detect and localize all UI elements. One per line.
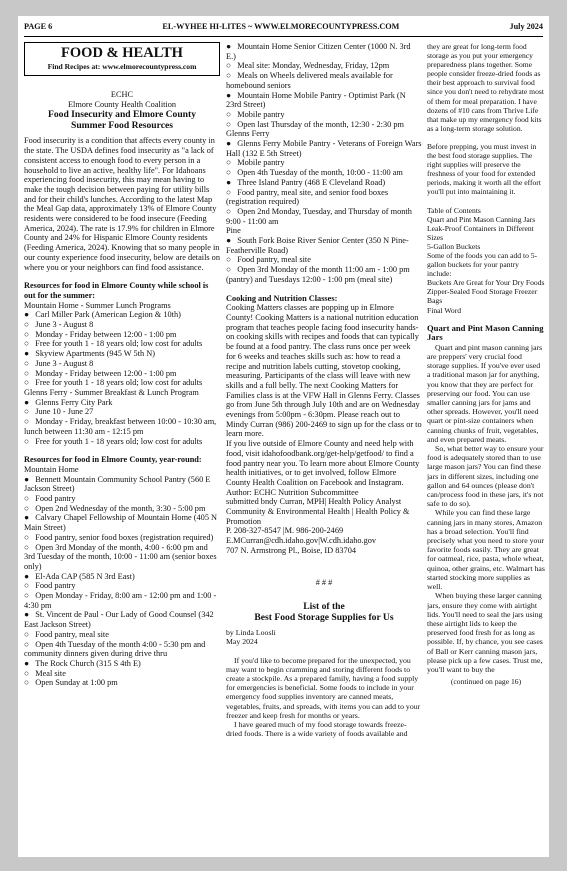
section-title-box <box>24 42 220 76</box>
list-line: Buckets Are Great for Your Dry Foods <box>427 278 545 288</box>
article-paragraph-2: I have geared much of my food storage towards freeze-dried foods. There is a wide variety of foods available and <box>226 720 408 739</box>
year-round-resources-heading: Resources for food in Elmore County, year-round: <box>24 455 202 465</box>
list-line: Glenns Ferry - Summer Breakfast & Lunch Program <box>24 387 199 397</box>
column-3 <box>427 42 545 850</box>
section-separator: # # # <box>315 577 333 587</box>
list-line: ○ Food pantry, meal site, and senior food boxes (registration required) <box>226 187 389 207</box>
list-line: ● Mountain Home Mobile Pantry - Optimist Park (N 23rd Street) <box>226 90 406 110</box>
list-line: Quart and Pint Mason Canning Jars <box>427 214 536 224</box>
issue-date: July 2024 <box>509 22 543 31</box>
list-line: ○ Open 3rd Monday of the month, 4:00 - 6:00 pm and 3rd Tuesday of the month, 10:00 - 11:00 am (senior boxes only) <box>24 542 217 571</box>
list-line: ○ Open 2nd Wednesday of the month, 3:30 - 5:00 pm <box>24 503 206 513</box>
article-paragraph-4: Before prepping, you must invest in the best food storage supplies. The right supplies will preserve the freshness of your food for extended periods, making it worth all the effort you'll put into maintaining it. <box>427 141 541 197</box>
list-line: ● Glenns Ferry City Park <box>24 397 113 407</box>
column-2 <box>226 42 422 850</box>
list-line: ○ Food pantry, senior food boxes (registration required) <box>24 532 214 542</box>
article-paragraph-7: While you can find these large canning jars in many stores, Amazon has a broad selection. You'll find precisely what you need to store your favorite foods easily. They are great for oatmeal, rice, pasta, whole wheat, quinoa, other grains, etc. Walmart has started stocking more supplies as well. <box>427 508 545 592</box>
year-round-resources-list <box>24 465 220 688</box>
list-line: ○ Monday - Friday between 12:00 - 1:00 pm <box>24 329 177 339</box>
list-line: Mountain Home - Summer Lunch Programs <box>24 300 171 310</box>
list-line: ○ Open Monday - Friday, 8:00 am - 12:00 pm and 1:00 - 4:30 pm <box>24 591 217 610</box>
list-line: ● St. Vincent de Paul - Our Lady of Good Counsel (342 East Jackson Street) <box>24 610 214 630</box>
column-1 <box>24 42 220 850</box>
table-of-contents <box>427 206 545 315</box>
cooking-paragraph: Cooking Matters classes are popping up in Elmore County! Cooking Matters is a national nutrition education program that teaches people facing food insecurity hands-on cooking skills with recipes and foods that can typically be found at a food pantry. The class runs once per week for 6 weeks and teaches skills such as: how to read a recipe and nutrition labels cutting, stovetop cooking, measuring. Participants of the class will leave with new skills and a full belly. The next Cooking Matters for Families class is at the VFW Hall in Glenns Ferry. Classes go from June 5th through July 10th and are on Wednesday evenings from 5:00pm - 6:30pm. Please reach out to Mindy Curran (986) 200-2469 to sign up for the class or to learn more. <box>226 303 422 439</box>
list-line: Pine <box>226 226 241 236</box>
list-line: 5-Gallon Buckets <box>427 241 481 251</box>
list-line: ● Calvary Chapel Fellowship of Mountain Home (405 N Main Street) <box>24 513 218 533</box>
list-line: ○ June 3 - August 8 <box>24 320 94 330</box>
article-paragraph-3: they are great for long-term food storage as you put your emergency preparedness plans together. Some people consider freeze-dried foods as their best approach to survival food since you don't need to rehydrate most of them for meal preparation. I have dozens of #10 cans from Thrive Life that make up my emergency food kits as a long-term storage solution. <box>427 42 544 133</box>
help-paragraph: If you live outside of Elmore County and need help with food, visit idahofoodbank.org/get-help/getfood/ to find a food pantry near you. To learn more about Elmore County health initiatives, or to get involved, follow Elmore County Health Coalition on Facebook and Instagram. <box>226 439 420 487</box>
list-line: ○ Open 3rd Monday of the month 11:00 am - 1:00 pm (pantry) and Tuesdays 12:00 - 1:00 pm (meal site) <box>226 265 410 284</box>
article-paragraph-6: So, what better way to ensure your food is adequately stored than to use large mason jars? You can find these jars in different sizes, including one gallon and 64 ounces (please don't can/process food in these jars, it's not safe to do so). <box>427 444 544 509</box>
list-line: Some of the foods you can add to 5-gallon buckets for your pantry include: <box>427 250 538 279</box>
summer-resources-list <box>24 301 220 447</box>
intro-paragraph: Food insecurity is a condition that affects every county in the state. The USDA defines food insecurity as "a lack of consistent access to enough food to every person in a household to live an active, healthy life". For Idahoans experiencing food insecurity, this may mean having to make the tough decision between paying for utility bills and for their child's lunches. According to the latest Map the Meal Gap data, approximately 13% of Elmore County residents were considered to be food insecure (Feeding America, 2024). The rate is 17.9% for children in Elmore County and 24% for Hispanic Elmore County residents (Feeding America, 2024). Knowing that so many people in our county experience food insecurity, below are details on where you or your neighbors can find food assistance. <box>24 136 220 272</box>
list-line: Author: ECHC Nutrition Subcommittee <box>226 487 359 497</box>
list-line: ○ Food pantry, meal site <box>24 629 109 639</box>
list-line: ○ Meals on Wheels delivered meals available for homebound seniors <box>226 71 393 90</box>
author-info <box>226 488 422 556</box>
article-title: Food Insecurity and Elmore County <box>47 109 196 121</box>
list-line: ● Skyview Apartments (945 W 5th N) <box>24 349 155 359</box>
summer-resources-heading: Resources for food in Elmore County while school is out for the summer: <box>24 281 209 300</box>
list-line: Mountain Home <box>24 464 79 474</box>
list-line: ○ Open last Thursday of the month, 12:30 - 2:30 pm <box>226 119 404 129</box>
list-line: E.MCurran@cdh.idaho.gov|W.cdh.idaho.gov <box>226 536 377 546</box>
list-article-title-line2: Best Food Storage Supplies for Us <box>254 612 394 624</box>
list-line: 707 N. Armstrong Pl., Boise, ID 83704 <box>226 545 356 555</box>
list-line: ○ Open 4th Tuesday of the month, 10:00 - 11:00 am <box>226 168 403 178</box>
list-line: Glenns Ferry <box>226 129 270 139</box>
list-line: Leak-Proof Containers in Different Sizes <box>427 223 534 242</box>
list-line: Final Word <box>427 305 462 315</box>
list-line: ○ Open 2nd Monday, Tuesday, and Thursday of month 9:00 - 11:00 am <box>226 206 412 226</box>
continued-note: (continued on page 16) <box>450 677 522 687</box>
list-line: P. 208-327-8547 |M. 986-200-2469 <box>226 526 344 536</box>
cooking-heading: Cooking and Nutrition Classes: <box>226 293 338 303</box>
list-line: ○ Free for youth 1 - 18 years old; low cost for adults <box>24 436 203 446</box>
list-line: ○ Mobile pantry <box>226 158 285 168</box>
list-line: ● Three Island Pantry (468 E Cleveland Road) <box>226 177 386 187</box>
list-line: ● Carl Miller Park (American Legion & 10th) <box>24 310 181 320</box>
list-line: ○ Food pantry, meal site <box>226 255 311 265</box>
list-line: ○ Monday - Friday between 12:00 - 1:00 pm <box>24 368 177 378</box>
org-name: Elmore County Health Coalition <box>67 99 177 109</box>
list-line: ○ Free for youth 1 - 18 years old; low cost for adults <box>24 378 203 388</box>
list-line: Table of Contents <box>427 205 481 215</box>
list-line: ● The Rock Church (315 S 4th E) <box>24 658 141 668</box>
list-line: ○ Food pantry <box>24 494 76 504</box>
header-rule <box>24 36 543 37</box>
article-title-line2: Summer Food Resources <box>71 120 173 132</box>
list-article-title: List of the <box>303 601 345 613</box>
mason-jars-heading: Quart and Pint Mason Canning Jars <box>427 322 544 343</box>
section-title: FOOD & HEALTH <box>61 45 183 61</box>
list-line: ○ June 10 - June 27 <box>24 407 94 417</box>
article-paragraph-8: When buying these larger canning jars, ensure they come with airtight lids. You'll need to seal the jars using these airtight lids to keep the preserved food fresh for as long as possible. If, by chance, you see cases of Ball or Kerr canning mason jars, please pick up a few cases. Trust me, you'll want to buy the <box>427 591 543 674</box>
list-line: ○ June 3 - August 8 <box>24 358 94 368</box>
list-line: ● Mountain Home Senior Citizen Center (1000 N. 3rd E.) <box>226 42 411 61</box>
list-line: ○ Open 4th Tuesday of the month 4:00 - 5:30 pm and community dinners given during drive thru <box>24 639 206 659</box>
resources-continued-list <box>226 42 422 285</box>
list-line: ● Glenns Ferry Mobile Pantry - Veterans of Foreign Wars Hall (132 E 5th Street) <box>226 139 422 158</box>
list-line: ○ Free for youth 1 - 18 years old; low cost for adults <box>24 339 203 349</box>
list-line: ○ Mobile pantry <box>226 109 285 119</box>
list-line: ● Bennett Mountain Community School Pantry (560 E Jackson Street) <box>24 474 211 494</box>
article-paragraph-1: If you'd like to become prepared for the unexpected, you may want to begin cramming and storing different foods to create a stockpile. As a prepared family, having a food supply for emergencies is beneficial. Some foods to include in your emergency food supplies inventory are canned meats, vegetables, fruits, and spreads, with items you can add to your freezer and keep fresh for months or years. <box>226 655 421 720</box>
list-line: ○ Monday - Friday, breakfast between 10:00 - 10:30 am, lunch between 11:30 am - 12:15 pm <box>24 417 217 436</box>
page-number: PAGE 6 <box>24 22 53 31</box>
section-subtitle: Find Recipes at: www.elmorecountypress.com <box>47 62 197 71</box>
newspaper-page <box>18 16 549 857</box>
byline-date: May 2024 <box>226 637 258 647</box>
article-paragraph-5: Quart and pint mason canning jars are preppers' very crucial food storage supplies. If you've ever used a traditional mason jar for anything, you know that they are perfect for preserving our food. You can use smaller canning jars for jams and other spreads. However, you'll need quart or pint-size containers when canning chunks of fruit, vegetables, and even prepared meats. <box>427 342 543 444</box>
list-line: ○ Food pantry <box>24 581 76 591</box>
masthead: EL-WYHEE HI-LITES ~ WWW.ELMORECOUNTYPRESS.COM <box>162 22 400 31</box>
list-line: ○ Meal site <box>24 668 66 678</box>
list-line: Community & Environmental Health | Health Policy & Promotion <box>226 507 410 526</box>
list-line: submitted bndy Curran, MPH| Health Policy Analyst <box>226 497 402 507</box>
list-line: ● South Fork Boise River Senior Center (350 N Pine-Featherville Road) <box>226 236 409 255</box>
list-line: ● El-Ada CAP (585 N 3rd East) <box>24 571 135 581</box>
list-line: ○ Meal site: Monday, Wednesday, Friday, 12pm <box>226 61 390 71</box>
list-line: ○ Open Sunday at 1:00 pm <box>24 678 118 688</box>
page-header <box>24 22 543 34</box>
org-abbrev: ECHC <box>110 90 134 99</box>
byline-author: by Linda Loosli <box>226 628 276 638</box>
list-line: Zipper-Sealed Food Storage Freezer Bags <box>427 287 538 306</box>
